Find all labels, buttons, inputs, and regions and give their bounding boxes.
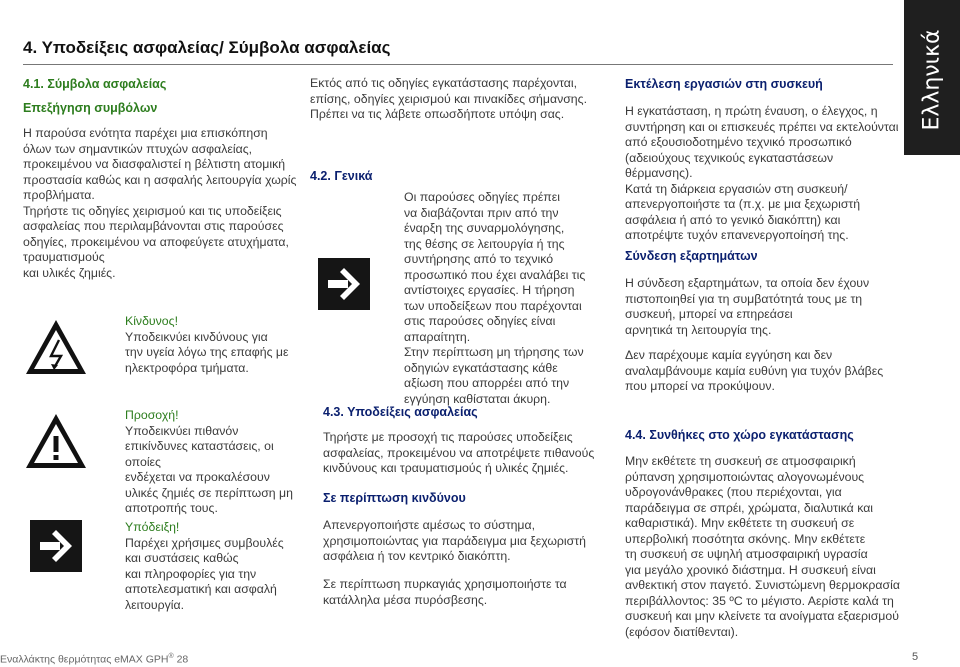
text-line: Πρέπει να τις λάβετε οπωσδήποτε υπόψη σας. bbox=[310, 107, 565, 121]
footer-page-ref: 28 bbox=[176, 653, 189, 666]
text-line: λειτουργία. bbox=[125, 597, 185, 612]
text-line: ανθεκτική στον παγετό. Συνιστώμενη θερμοκρασία bbox=[625, 578, 900, 592]
text-line: προσωπικό που έχει αναλάβει τις bbox=[404, 267, 586, 282]
text-line: Παρέχει χρήσιμες συμβουλές bbox=[125, 535, 284, 550]
text-line: προβλήματα. bbox=[23, 188, 95, 202]
text-line: συντήρηση και οι επισκευές πρέπει να εκτελούνται bbox=[625, 119, 899, 134]
text-line: που μπορεί να προκύψουν. bbox=[625, 379, 775, 393]
caution-label: Προσοχή! bbox=[125, 408, 179, 422]
text-line: εγγύηση καθίσταται άκυρη. bbox=[404, 391, 551, 406]
text-line: απαραίτητη. bbox=[404, 329, 471, 344]
text-line: αρνητικά τη λειτουργία της. bbox=[625, 322, 772, 337]
text-line: τραυματισμούς bbox=[23, 250, 105, 264]
text-line: Μην εκθέτετε τη συσκευή σε ατμοσφαιρική bbox=[625, 454, 856, 468]
symbols-subheading: Επεξήγηση συμβόλων bbox=[23, 101, 158, 115]
text-line: Τηρήστε τις οδηγίες χειρισμού και τις υποδείξεις bbox=[23, 203, 282, 218]
text-line: Δεν παρέχουμε καμία εγγύηση και δεν bbox=[625, 348, 833, 362]
arrow-right-icon bbox=[30, 520, 82, 572]
text-line: αξίωση που απορρέει από την bbox=[404, 376, 570, 390]
text-line: αναλαμβάνουμε καμία ευθύνη για τυχόν βλάβες bbox=[625, 363, 884, 378]
text-line: οποίες bbox=[125, 454, 161, 469]
text-line: Εκτός από τις οδηγίες εγκατάστασης παρέχονται, bbox=[310, 76, 578, 90]
safety-paragraph bbox=[323, 430, 603, 477]
warranty-paragraph bbox=[625, 348, 900, 395]
text-line: Υποδεικνύει κινδύνους για bbox=[125, 329, 268, 344]
text-line: υδρογονάνθρακες (που περιέχονται, για bbox=[625, 485, 842, 499]
text-line: όλων των σημαντικών πτυχών ασφαλείας, bbox=[23, 141, 253, 156]
text-line: συντήρησης από το τεχνικό bbox=[404, 252, 554, 266]
work-paragraph bbox=[625, 104, 900, 244]
page-number: 5 bbox=[912, 651, 919, 663]
text-line: για μεγάλο χρονικό διάστημα. Η συσκευή είναι bbox=[625, 562, 876, 577]
section-heading-4-3: 4.3. Υποδείξεις ασφαλείας bbox=[323, 405, 478, 419]
accessories-paragraph bbox=[625, 276, 900, 338]
intro-paragraph bbox=[23, 126, 303, 281]
accessories-heading: Σύνδεση εξαρτημάτων bbox=[625, 249, 758, 263]
text-line: Κατά τη διάρκεια εργασιών στη συσκευή/ bbox=[625, 181, 848, 196]
text-line: αντίστοιχες εργασίες. Η τήρηση bbox=[404, 283, 575, 297]
text-line: έναρξη της συναρμολόγησης, bbox=[404, 221, 565, 235]
text-line: Οι παρούσες οδηγίες πρέπει bbox=[404, 190, 560, 204]
text-line: χρησιμοποιώντας για παράδειγμα μια ξεχωριστή bbox=[323, 533, 586, 548]
text-line: (εφόσον διατίθενται). bbox=[625, 624, 739, 639]
section-heading-4-1: 4.1. Σύμβολα ασφαλείας bbox=[23, 77, 167, 91]
page-title: 4. Υποδείξεις ασφαλείας/ Σύμβολα ασφαλείας bbox=[23, 38, 391, 57]
text-line: (αδειούχους τεχνικούς εγκαταστάσεων θέρμανσης). bbox=[625, 150, 834, 180]
language-tab bbox=[904, 0, 960, 155]
text-line: στις παρούσες οδηγίες είναι bbox=[404, 314, 556, 328]
text-line: ασφαλείας που περιλαμβάνονται στις παρούσες bbox=[23, 219, 284, 233]
text-line: προστασία καθώς και η ασφαλής λειτουργία χωρίς bbox=[23, 172, 297, 187]
text-line: συσκευή και μην κλείνετε τα ανοίγματα εξαερισμού bbox=[625, 609, 899, 623]
text-line: και πληροφορίες για την bbox=[125, 566, 257, 581]
text-line: την υγεία λόγω της επαφής με bbox=[125, 345, 289, 359]
section-heading-4-2: 4.2. Γενικά bbox=[310, 169, 373, 183]
text-line: ασφάλεια ή από το γενικό διακόπτη) και bbox=[625, 212, 841, 227]
note-label: Υπόδειξη! bbox=[125, 520, 180, 534]
section-heading-4-4: 4.4. Συνθήκες στο χώρο εγκατάστασης bbox=[625, 428, 854, 442]
text-line: κινδύνους και τραυματισμούς ή υλικές ζημιές. bbox=[323, 461, 569, 475]
intro-col2 bbox=[310, 76, 600, 123]
text-line: και υλικές ζημιές. bbox=[23, 265, 116, 280]
text-line: τη συσκευή σε υψηλή ατμοσφαιρική υγρασία bbox=[625, 547, 868, 561]
danger-block bbox=[125, 314, 295, 376]
text-line: Υποδεικνύει πιθανόν bbox=[125, 423, 239, 438]
danger-subheading: Σε περίπτωση κινδύνου bbox=[323, 491, 466, 505]
text-line: να διαβάζονται πριν από την bbox=[404, 205, 559, 220]
text-line: παράδειγμα σε σπρέι, χρώματα, διαλυτικά και bbox=[625, 500, 874, 515]
text-line: ρύπανση χρησιμοποιώντας αλογονωμένους bbox=[625, 469, 865, 484]
text-line: και συστάσεις καθώς bbox=[125, 551, 239, 565]
text-line: ασφάλεια ή τον κεντρικό διακόπτη. bbox=[323, 549, 511, 563]
danger-paragraph bbox=[323, 518, 603, 565]
text-line: υλικές ζημιές σε περίπτωση μη bbox=[125, 485, 293, 500]
conditions-paragraph bbox=[625, 454, 900, 640]
caution-block bbox=[125, 408, 295, 517]
fire-paragraph bbox=[323, 577, 603, 608]
text-line: Η εγκατάσταση, η πρώτη έναυση, ο έλεγχος, η bbox=[625, 104, 878, 118]
note-block bbox=[125, 520, 295, 613]
text-line: κατάλληλα μέσα πυρόσβεσης. bbox=[323, 592, 488, 607]
text-line: αποτροπής τους. bbox=[125, 501, 218, 515]
danger-label: Κίνδυνος! bbox=[125, 314, 178, 328]
general-paragraph bbox=[404, 190, 594, 407]
footer-product-name: Εναλλάκτης θερμότητας eMAX GPH bbox=[0, 653, 169, 666]
text-line: πιστοποιηθεί για τη συμβατότητά τους με τη bbox=[625, 291, 863, 306]
text-line: περιβάλλοντος: 35 ºC το μέγιστο. Αερίστε καλά τη bbox=[625, 593, 894, 608]
text-line: καθαριστικά). Μην εκθέτετε τη συσκευή σε bbox=[625, 516, 855, 530]
text-line: Σε περίπτωση πυρκαγιάς χρησιμοποιήστε τα bbox=[323, 577, 567, 591]
text-line: προκειμένου να διασφαλιστεί η βέλτιστη ατομική bbox=[23, 157, 286, 171]
text-line: συσκευή, μπορεί να επηρεάσει bbox=[625, 307, 793, 321]
text-line: Η παρούσα ενότητα παρέχει μια επισκόπηση bbox=[23, 126, 268, 140]
text-line: της θέσης σε λειτουργία ή της bbox=[404, 236, 565, 251]
text-line: οδηγίες, προκειμένου να αποφεύγετε ατυχήματα, bbox=[23, 234, 289, 249]
work-heading: Εκτέλεση εργασιών στη συσκευή bbox=[625, 77, 823, 91]
text-line: απενεργοποιήστε τα (π.χ. με μια ξεχωριστή bbox=[625, 197, 861, 211]
text-line: αποτρέψτε τυχόν επανενεργοποίησή της. bbox=[625, 228, 849, 242]
electric-hazard-icon bbox=[24, 318, 88, 376]
language-tab-label: Ελληνικά bbox=[919, 29, 945, 131]
text-line: υπερβολική ποσότητα σκόνης. Μην εκθέτετε bbox=[625, 531, 866, 546]
text-line: Η σύνδεση εξαρτημάτων, τα οποία δεν έχουν bbox=[625, 276, 870, 290]
footer-product bbox=[0, 653, 188, 666]
text-line: από εξουσιοδοτημένο τεχνικό προσωπικό bbox=[625, 135, 852, 149]
title-divider bbox=[23, 64, 893, 65]
text-line: Απενεργοποιήστε αμέσως το σύστημα, bbox=[323, 518, 536, 532]
text-line: Τηρήστε με προσοχή τις παρούσες υποδείξεις bbox=[323, 430, 573, 444]
text-line: ασφαλείας, προκειμένου να αποτρέψετε πιθανούς bbox=[323, 445, 595, 460]
text-line: επίσης, οδηγίες χειρισμού και πινακίδες σήμανσης. bbox=[310, 91, 587, 106]
text-line: των υποδείξεων που παρέχονται bbox=[404, 298, 582, 313]
text-line: επικίνδυνες καταστάσεις, οι bbox=[125, 439, 274, 453]
text-line: οδηγιών εγκατάστασης κάθε bbox=[404, 360, 558, 375]
text-line: ηλεκτροφόρα τμήματα. bbox=[125, 360, 249, 375]
warning-exclamation-icon bbox=[24, 412, 88, 470]
text-line: αποτελεσματική και ασφαλή bbox=[125, 582, 277, 596]
text-line: ενδέχεται να προκαλέσουν bbox=[125, 470, 270, 484]
arrow-right-icon bbox=[318, 258, 370, 310]
text-line: Στην περίπτωση μη τήρησης των bbox=[404, 345, 584, 359]
registered-mark: ® bbox=[168, 653, 174, 660]
